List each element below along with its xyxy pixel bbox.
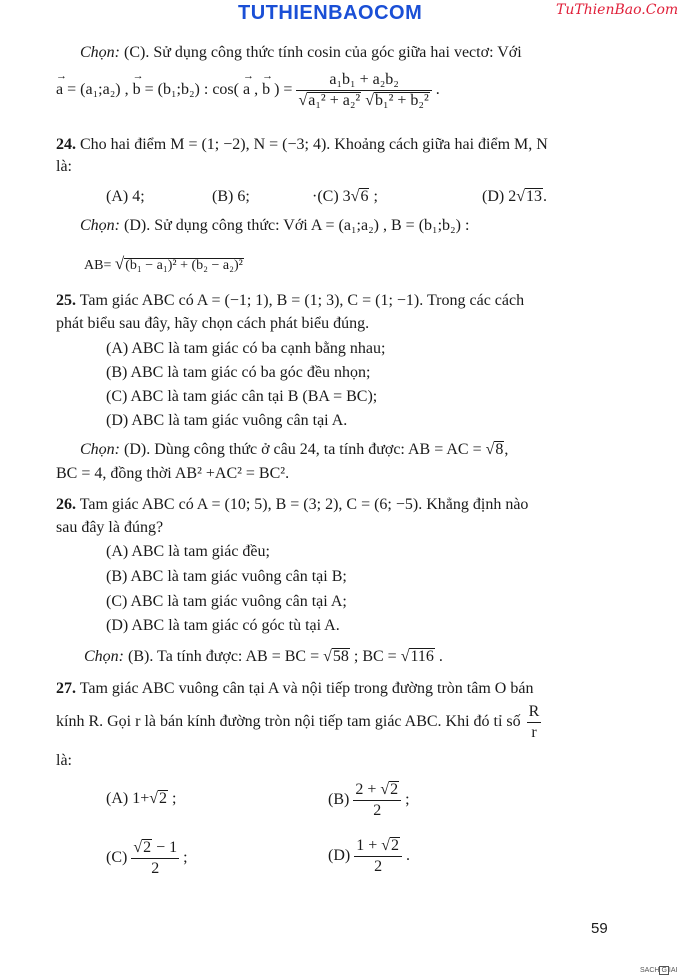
opt-c-post: ;	[183, 849, 188, 866]
ratio-bottom: r	[531, 723, 537, 741]
wm-box: G	[661, 967, 667, 974]
num-pre: 1 +	[356, 837, 378, 855]
opt-c-fraction	[131, 838, 179, 877]
chon-text: (C). Sử dụng công thức tính cosin của góc giữa hai vectơ: Với	[124, 44, 522, 61]
q23-formula: → a = (a₁;a₂) , → b = (b₁;b₂) : cos( → a , → b ) = $\frac{\text{a₁b₁ + a₂b₂}}{\text{√a₁² + a₂² √b₁² + b₂²}}$ .	[56, 66, 440, 114]
opt-d-post: .	[543, 188, 547, 205]
site-title: TUTHIENBAOCOM	[238, 2, 423, 24]
q24-opt-b: (B) 6;	[212, 188, 250, 205]
opt-d-post: .	[406, 847, 411, 864]
opt-b-fraction	[353, 780, 401, 819]
sachgiai-watermark	[640, 966, 677, 975]
q25-chon: Chọn: (D). Dùng công thức ở câu 24, ta tính được: AB = AC = √8,	[80, 441, 509, 458]
chon-label: Chọn:	[80, 44, 120, 61]
cos-close: ) =	[274, 81, 293, 98]
q25-number: 25.	[56, 292, 76, 309]
q24-chon	[80, 217, 469, 235]
end-dot: .	[435, 81, 440, 98]
vec-a: → a	[56, 81, 63, 99]
den-root-1: a₁² + a₂²	[308, 91, 361, 109]
chon-comma: ,	[504, 441, 509, 458]
q27-opt-c	[106, 834, 188, 882]
opt-d-pre: (D) 2	[482, 188, 517, 205]
chon-label: Chọn:	[80, 441, 120, 458]
cos-fraction	[296, 70, 431, 109]
chon-mid: ; BC =	[353, 648, 397, 665]
q24-stem-2: là:	[56, 158, 72, 175]
chon-rad: 8	[495, 441, 504, 458]
q26-opt-a: (A) ABC là tam giác đều;	[106, 543, 270, 560]
wm-pre: SACH	[640, 967, 660, 974]
q26-stem-1	[56, 496, 528, 514]
q24-opt-d: (D) 2√13.	[482, 188, 547, 205]
opt-c-pre: ·(C) 3	[312, 188, 351, 205]
q26-stem-2: sau đây là đúng?	[56, 519, 164, 536]
chon-label: Chọn:	[80, 217, 120, 234]
site-logo: TuThienBao.Com	[556, 2, 679, 18]
q27-stem-3: là:	[56, 752, 72, 769]
chon-text: (D). Sử dụng công thức: Với A = (a₁;a₂) , B = (b₁;b₂) :	[124, 217, 470, 234]
q25-opt-b: (B) ABC là tam giác có ba góc đều nhọn;	[106, 364, 371, 381]
opt-d-denominator: 2	[374, 857, 383, 875]
opt-c-label: (C)	[106, 849, 128, 866]
num-pre: 2 +	[355, 781, 377, 799]
ab-label: AB=	[84, 258, 112, 273]
wm-post: IAI	[668, 967, 678, 974]
chon-label: Chọn:	[84, 648, 124, 665]
q26-opt-b: (B) ABC là tam giác vuông cân tại B;	[106, 568, 347, 585]
q27-stem-2	[56, 698, 541, 746]
q25-opt-d: (D) ABC là tam giác vuông cân tại A.	[106, 412, 348, 429]
cos-numerator: a₁b₁ + a₂b₂	[296, 70, 431, 90]
opt-d-label: (D)	[328, 847, 351, 864]
q27-opt-b	[328, 776, 410, 824]
cos-a: → a	[243, 81, 250, 99]
q26-number: 26.	[56, 496, 76, 513]
opt-d-rad: 13	[526, 188, 542, 205]
q24-opt-c: ·(C) 3√6 ;	[312, 188, 378, 205]
ab-rad: 58	[332, 648, 349, 665]
num-rad: 2	[390, 781, 399, 799]
page-number: 59	[591, 920, 608, 937]
opt-c-rad: 6	[360, 188, 369, 205]
chon-text: (D). Dùng công thức ở câu 24, ta tính được: AB = AC =	[124, 441, 482, 458]
q26-stem-text: Tam giác ABC có A = (10; 5), B = (3; 2), C = (6; −5). Khẳng định nào	[79, 496, 529, 513]
q23-chon	[80, 44, 522, 62]
opt-b-denominator: 2	[373, 801, 382, 819]
opt-c-post: ;	[373, 188, 378, 205]
num-rad: 2	[143, 839, 152, 857]
opt-d-numerator: 1 + √2	[354, 836, 402, 856]
q27-opt-d	[328, 832, 410, 880]
q25-stem-1	[56, 292, 524, 310]
cos-denominator: √a₁² + a₂² √b₁² + b₂²	[298, 91, 429, 109]
q26-opt-c: (C) ABC là tam giác vuông cân tại A;	[106, 593, 347, 610]
q25-stem-2: phát biểu sau đây, hãy chọn cách phát biểu đúng.	[56, 315, 370, 332]
ratio-fraction	[527, 702, 542, 741]
num-post: − 1	[156, 839, 178, 857]
q24-stem-text: Cho hai điểm M = (1; −2), N = (−3; 4). Khoảng cách giữa hai điểm M, N	[80, 136, 548, 153]
chon-text: (B). Ta tính được: AB = BC =	[128, 648, 320, 665]
q24-ab-formula: AB= √(b₁ − a₁)² + (b₂ − a₂)²	[84, 254, 243, 273]
opt-a-rad: 2	[159, 790, 168, 807]
q24-number: 24.	[56, 136, 76, 153]
opt-d-fraction	[354, 836, 402, 875]
cos-b: → b	[262, 81, 270, 99]
vec-a-def: = (a₁;a₂) ,	[67, 81, 129, 98]
vec-b: → b	[133, 81, 141, 99]
opt-a-post: ;	[172, 790, 177, 807]
opt-b-post: ;	[405, 791, 410, 808]
q27-stem-1	[56, 680, 533, 698]
opt-b-numerator: 2 + √2	[353, 780, 401, 800]
q25-opt-a: (A) ABC là tam giác có ba cạnh bằng nhau;	[106, 340, 386, 357]
den-root-2: b₁² + b₂²	[375, 91, 429, 109]
q27-opt-a: (A) 1+√2 ;	[106, 790, 177, 807]
q24-opt-a: (A) 4;	[106, 188, 145, 205]
q27-stem-text-2: kính R. Gọi r là bán kính đường tròn nội tiếp tam giác ABC. Khi đó tỉ số	[56, 713, 521, 730]
q25-stem-text: Tam giác ABC có A = (−1; 1), B = (1; 3), C = (1; −1). Trong các cách	[79, 292, 525, 309]
q27-number: 27.	[56, 680, 76, 697]
ratio-top: R	[527, 702, 542, 722]
end-dot: .	[438, 648, 443, 665]
q26-chon: Chọn: (B). Ta tính được: AB = BC = √58 ; BC = √116 .	[84, 648, 443, 665]
opt-c-numerator: √2 − 1	[131, 838, 179, 858]
bc-rad: 116	[410, 648, 434, 665]
q25-chon-line2: BC = 4, đồng thời AB² +AC² = BC².	[56, 465, 290, 482]
ab-radicand: (b₁ − a₁)² + (b₂ − a₂)²	[125, 258, 243, 273]
opt-a-pre: (A) 1+	[106, 790, 150, 807]
q25-opt-c: (C) ABC là tam giác cân tại B (BA = BC);	[106, 388, 378, 405]
q27-stem-text: Tam giác ABC vuông cân tại A và nội tiếp trong đường tròn tâm O bán	[79, 680, 534, 697]
opt-b-label: (B)	[328, 791, 350, 808]
num-rad: 2	[391, 837, 400, 855]
q24-stem-1	[56, 136, 548, 154]
q26-opt-d: (D) ABC là tam giác có góc tù tại A.	[106, 617, 340, 634]
vec-b-def: = (b₁;b₂) : cos(	[144, 81, 239, 98]
opt-c-denominator: 2	[151, 859, 160, 877]
